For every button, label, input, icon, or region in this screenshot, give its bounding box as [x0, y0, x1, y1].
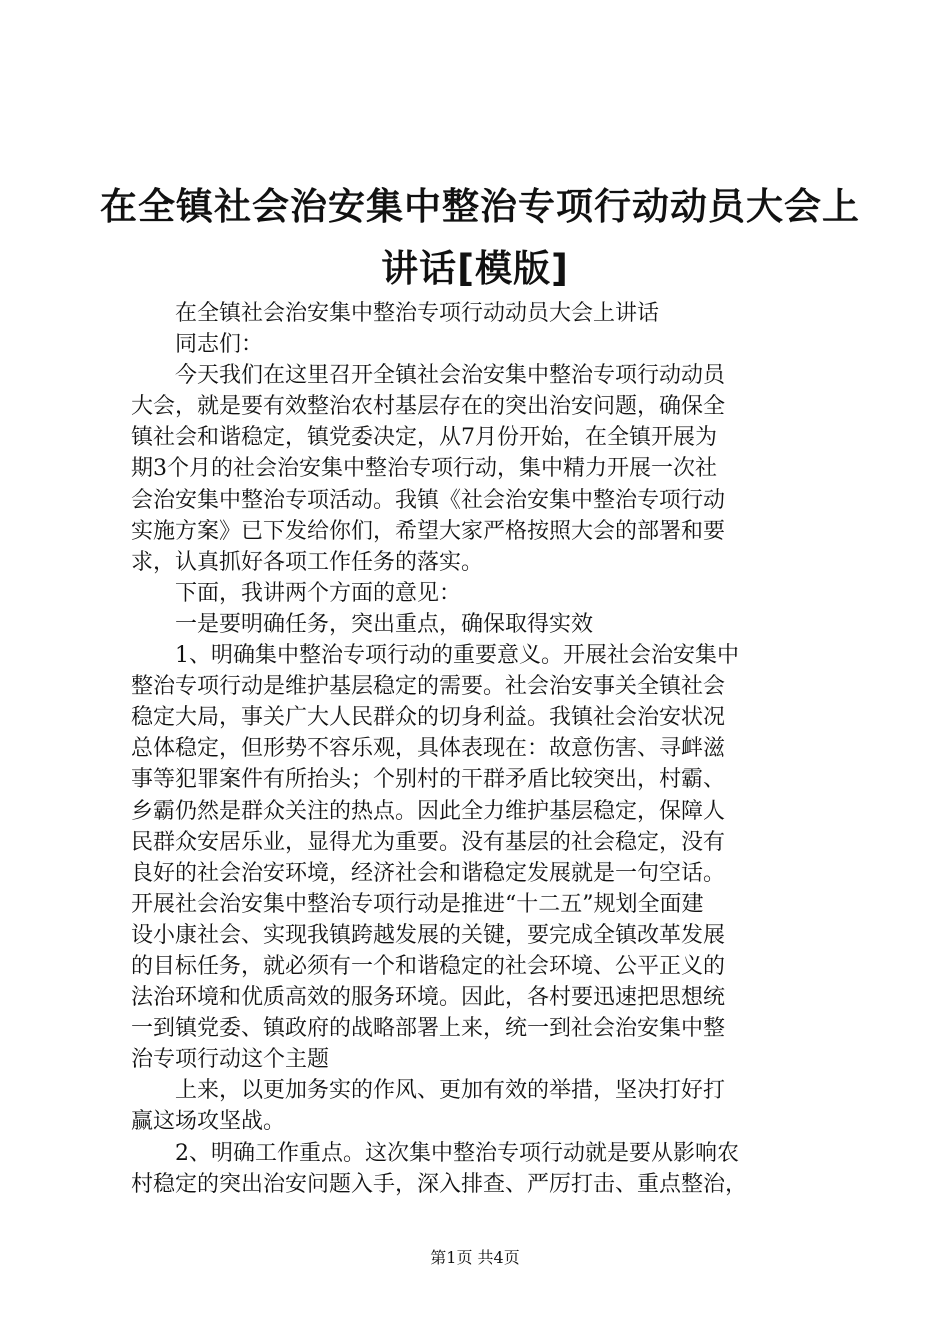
body-line: 今天我们在这里召开全镇社会治安集中整治专项行动动员 — [131, 363, 726, 389]
body-line: 在全镇社会治安集中整治专项行动动员大会上讲话 — [131, 301, 660, 326]
document-title — [100, 176, 860, 300]
body-line: 镇社会和谐稳定，镇党委决定，从7月份开始，在全镇开展为 — [131, 425, 717, 451]
body-line: 赢这场攻坚战。 — [131, 1109, 286, 1135]
body-line: 民群众安居乐业，显得尤为重要。没有基层的社会稳定，没有 — [131, 829, 726, 855]
body-line: 同志们： — [131, 332, 264, 358]
body-line: 村稳定的突出治安问题入手，深入排查、严厉打击、重点整治， — [131, 1171, 748, 1197]
title-line: 讲话[模版] — [381, 247, 569, 290]
body-line: 一是要明确任务，突出重点，确保取得实效 — [131, 611, 594, 637]
body-line: 会治安集中整治专项活动。我镇《社会治安集中整治专项行动 — [131, 487, 726, 513]
body-line: 总体稳定，但形势不容乐观，具体表现在：故意伤害、寻衅滋 — [131, 736, 726, 762]
body-line: 下面，我讲两个方面的意见： — [131, 580, 462, 606]
document-body — [131, 298, 831, 1200]
body-line: 的目标任务，就必须有一个和谐稳定的社会环境、公平正义的 — [131, 953, 726, 979]
title-line: 在全镇社会治安集中整治专项行动动员大会上 — [100, 185, 860, 228]
body-line: 法治环境和优质高效的服务环境。因此，各村要迅速把思想统 — [131, 985, 726, 1011]
body-line: 事等犯罪案件有所抬头；个别村的干群矛盾比较突出，村霸、 — [131, 767, 726, 793]
body-line: 整治专项行动是维护基层稳定的需要。社会治安事关全镇社会 — [131, 674, 726, 700]
body-line: 实施方案》已下发给你们，希望大家严格按照大会的部署和要 — [131, 518, 726, 544]
body-line: 设小康社会、实现我镇跨越发展的关键，要完成全镇改革发展 — [131, 922, 726, 948]
body-line: 一到镇党委、镇政府的战略部署上来，统一到社会治安集中整 — [131, 1016, 726, 1042]
body-line: 上来，以更加务实的作风、更加有效的举措，坚决打好打 — [131, 1078, 726, 1104]
body-line: 开展社会治安集中整治专项行动是推进“十二五”规划全面建 — [131, 891, 704, 917]
body-line: 求，认真抓好各项工作任务的落实。 — [131, 549, 484, 575]
body-line: 期3个月的社会治安集中整治专项行动，集中精力开展一次社 — [131, 456, 717, 482]
body-line: 良好的社会治安环境，经济社会和谐稳定发展就是一句空话。 — [131, 860, 726, 886]
body-line: 1、明确集中整治专项行动的重要意义。开展社会治安集中 — [131, 643, 739, 669]
page-footer: 第1页 共4页 — [430, 1248, 520, 1267]
body-line: 治专项行动这个主题 — [131, 1047, 330, 1073]
body-line: 乡霸仍然是群众关注的热点。因此全力维护基层稳定，保障人 — [131, 798, 726, 824]
body-line: 2、明确工作重点。这次集中整治专项行动就是要从影响农 — [131, 1140, 739, 1166]
body-line: 稳定大局，事关广大人民群众的切身利益。我镇社会治安状况 — [131, 705, 726, 731]
body-line: 大会，就是要有效整治农村基层存在的突出治安问题，确保全 — [131, 394, 726, 420]
